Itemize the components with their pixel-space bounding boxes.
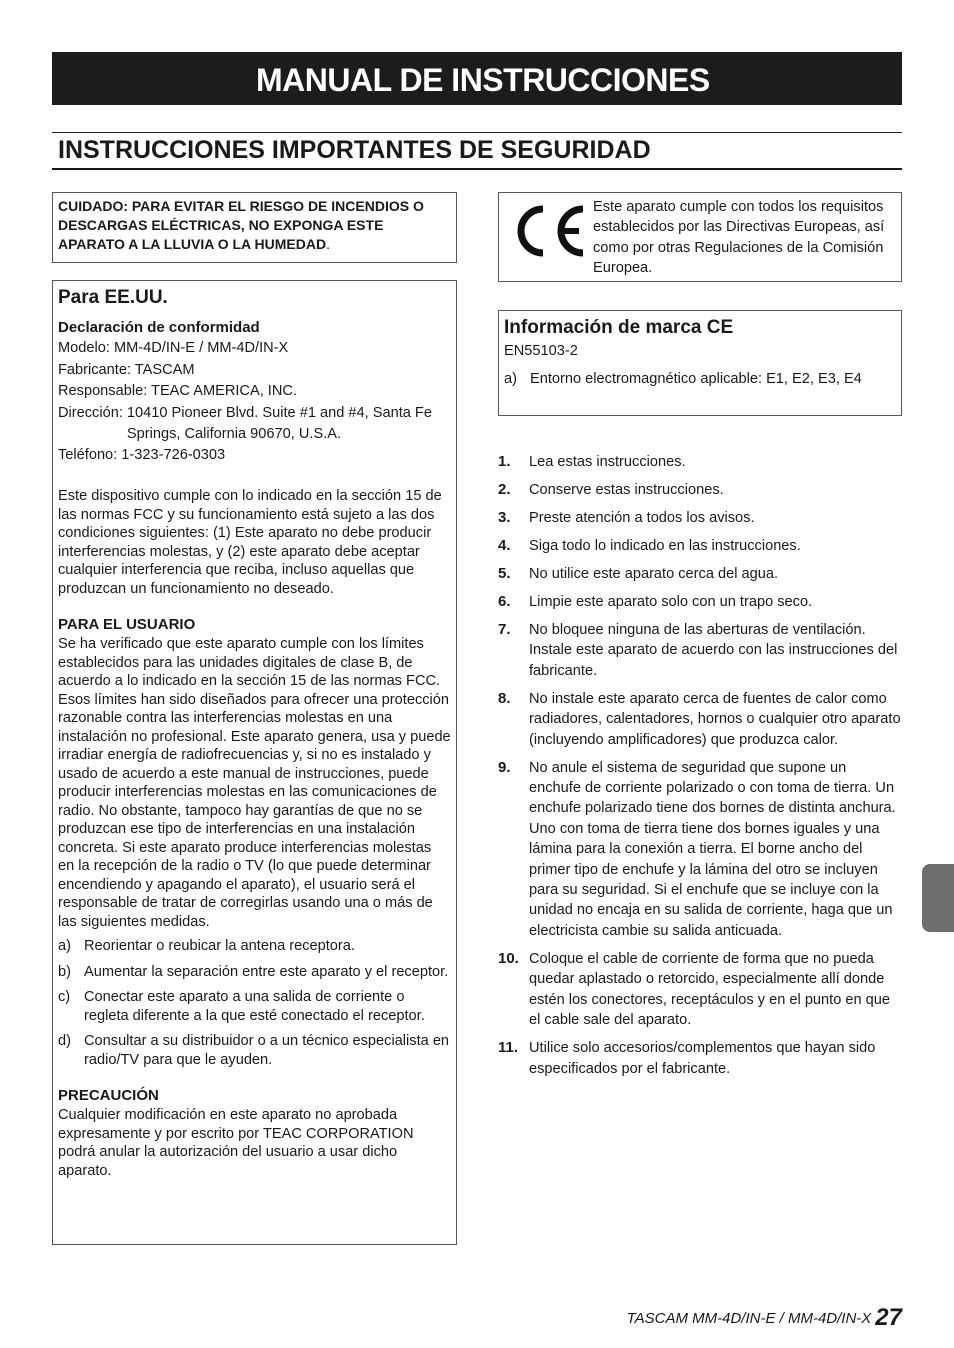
item-text: No instale este aparato cerca de fuentes de calor como radiadores, calentadores, hornos o cualquier otro aparato (incluyendo amplificadores) que produzca calor. (529, 690, 901, 748)
measure-item (58, 963, 451, 982)
ce-info-box (498, 310, 902, 416)
item-text: Preste atención a todos los avisos. (529, 510, 755, 526)
item-number: 8. (498, 689, 511, 707)
user-paragraph: Se ha verificado que este aparato cumple con los límites establecidos para las unidades digitales de clase B, de acuerdo a lo indicado en la sección 15 de las normas FCC. Esos límites han sido diseñados para ofrecer una protección razonable contra las interferencias molestas en una instalación no profesional. Este aparato genera, usa y puede irradiar energía de radiofrecuencias y, si no es instalado y usado de acuerdo a este manual de instrucciones, puede producir interferencias molestas en las comunicaciones de radio. No obstante, tampoco hay garantías de que no se produzcan ese tipo de interferencias en una instalación concreta. Si este aparato produce interferencias molestas en la recepción de la radio o TV (lo que puede determinar encendiendo y apagando el aparato), el usuario será el responsable de tratar de corregirlas usando una o más de las siguientes medidas. (58, 636, 451, 930)
measure-key: c) (58, 989, 71, 1005)
address-label: Dirección: (58, 404, 123, 421)
ce-text: Este aparato cumple con todos los requisitos establecidos por las Directivas Europeas, así como por otras Regulaciones de la Comisión Europea. (593, 199, 885, 277)
list-item (498, 758, 902, 942)
safety-instructions-list (498, 452, 902, 1087)
item-number: 11. (498, 1039, 519, 1057)
item-number: 7. (498, 621, 511, 638)
ce-environment-text: Entorno electromagnético aplicable: E1, E2, E3, E4 (530, 371, 862, 387)
item-number: 9. (498, 758, 511, 776)
phone-line: Teléfono: 1-323-726-0303 (58, 446, 226, 463)
measure-text: Consultar a su distribuidor o a un técnico especialista en radio/TV para que le ayuden. (84, 1033, 450, 1068)
item-number: 10. (498, 949, 519, 967)
fcc-paragraph: Este dispositivo cumple con lo indicado en la sección 15 de las normas FCC y su funcionamiento está sujeto a las dos condiciones siguientes: (1) Este aparato no debe producir interferencias molestas, y (2) este aparato debe aceptar cualquier interferencia que reciba, incluso aquellas que produzcan un funcionamiento no deseado. (58, 488, 442, 597)
list-item (498, 508, 902, 528)
item-text: No anule el sistema de seguridad que supone un enchufe de corriente polarizado o con toma de tierra. Un enchufe polarizado tiene dos bornes de distinta anchura. Uno con toma de tierra tiene dos bornes iguales y una lámina para la conexión a tierra. El borne ancho del primer tipo de enchufe y la lámina del otro se incluyen para su seguridad. Si el enchufe que se incluye con la unidad no encaja en su salida de corriente, haga que un electricista cambie su salida anticuada. (529, 759, 896, 939)
measure-item (58, 937, 451, 956)
ce-info-heading: Información de marca CE (504, 317, 734, 338)
item-text: No bloquee ninguna de las aberturas de ventilación. Instale este aparato de acuerdo con las instrucciones del fabricante. (529, 622, 898, 679)
footer-model-text: TASCAM MM-4D/IN-E / MM-4D/IN-X (626, 1310, 872, 1327)
measure-text: Conectar este aparato a una salida de corriente o regleta diferente a la que esté conectado el receptor. (84, 989, 425, 1024)
measure-key: a) (58, 938, 71, 954)
item-text: Limpie este aparato solo con un trapo seco. (529, 594, 813, 610)
address-line-2: Springs, California 90670, U.S.A. (126, 425, 342, 442)
item-text: No utilice este aparato cerca del agua. (529, 566, 779, 582)
precaution-paragraph: Cualquier modificación en este aparato no aprobada expresamente y por escrito por TEAC CORPORATION podrá anular la autorización del usuario a usar dicho aparato. (58, 1107, 414, 1179)
list-item (498, 480, 902, 500)
list-item (498, 689, 902, 750)
list-item (498, 1038, 902, 1079)
ce-standard: EN55103-2 (504, 343, 578, 359)
section-heading: INSTRUCCIONES IMPORTANTES DE SEGURIDAD (52, 132, 902, 170)
measure-text: Reorientar o reubicar la antena receptora. (84, 938, 355, 954)
item-text: Siga todo lo indicado en las instrucciones. (529, 538, 801, 554)
user-title: PARA EL USUARIO (58, 616, 196, 633)
list-item (498, 592, 902, 612)
item-number: 4. (498, 537, 511, 554)
list-item (498, 620, 902, 681)
responsible-line: Responsable: TEAC AMERICA, INC. (58, 383, 297, 399)
address-line (58, 403, 451, 445)
item-number: 6. (498, 593, 511, 610)
ce-environment-key: a) (504, 371, 517, 387)
item-text: Lea estas instrucciones. (529, 454, 686, 470)
precaution-title: PRECAUCIÓN (58, 1087, 159, 1104)
caution-tail: . (326, 236, 330, 252)
measure-key: d) (58, 1033, 71, 1049)
address-line-1: 10410 Pioneer Blvd. Suite #1 and #4, Santa Fe (126, 404, 432, 421)
measure-item (58, 988, 451, 1025)
model-line: Modelo: MM-4D/IN-E / MM-4D/IN-X (58, 340, 289, 356)
caution-box (52, 192, 457, 263)
item-text: Conserve estas instrucciones. (529, 482, 724, 498)
list-item (498, 452, 902, 472)
measure-text: Aumentar la separación entre este aparato y el receptor. (84, 963, 449, 980)
usa-heading: Para EE.UU. (58, 287, 168, 308)
usa-box (52, 280, 457, 1245)
item-number: 2. (498, 481, 511, 498)
ce-box (498, 192, 902, 282)
ce-environment (504, 369, 896, 389)
measure-key: b) (58, 963, 71, 980)
page-footer (627, 1301, 902, 1336)
language-section-tab (922, 864, 954, 932)
item-number: 5. (498, 565, 511, 582)
measures-list (58, 937, 451, 1069)
manufacturer-line: Fabricante: TASCAM (58, 361, 195, 378)
ce-mark-icon (511, 201, 587, 267)
measure-item (58, 1032, 451, 1069)
item-text: Utilice solo accesorios/complementos que hayan sido especificados por el fabricante. (529, 1040, 876, 1077)
page-number: 27 (875, 1304, 902, 1331)
list-item (498, 564, 902, 584)
list-item (498, 949, 902, 1031)
list-item (498, 536, 902, 556)
declaration-title: Declaración de conformidad (58, 319, 260, 336)
item-text: Coloque el cable de corriente de forma que no pueda quedar aplastado o retorcido, especialmente allí donde estén los conectores, receptáculos y en el punto en que el cable sale del aparato. (529, 950, 891, 1029)
caution-text: CUIDADO: PARA EVITAR EL RIESGO DE INCENDIOS O DESCARGAS ELÉCTRICAS, NO EXPONGA ESTE APARATO A LA LLUVIA O LA HUMEDAD (58, 198, 424, 252)
page-title: MANUAL DE INSTRUCCIONES (52, 52, 902, 105)
item-number: 1. (498, 453, 511, 470)
item-number: 3. (498, 509, 511, 526)
